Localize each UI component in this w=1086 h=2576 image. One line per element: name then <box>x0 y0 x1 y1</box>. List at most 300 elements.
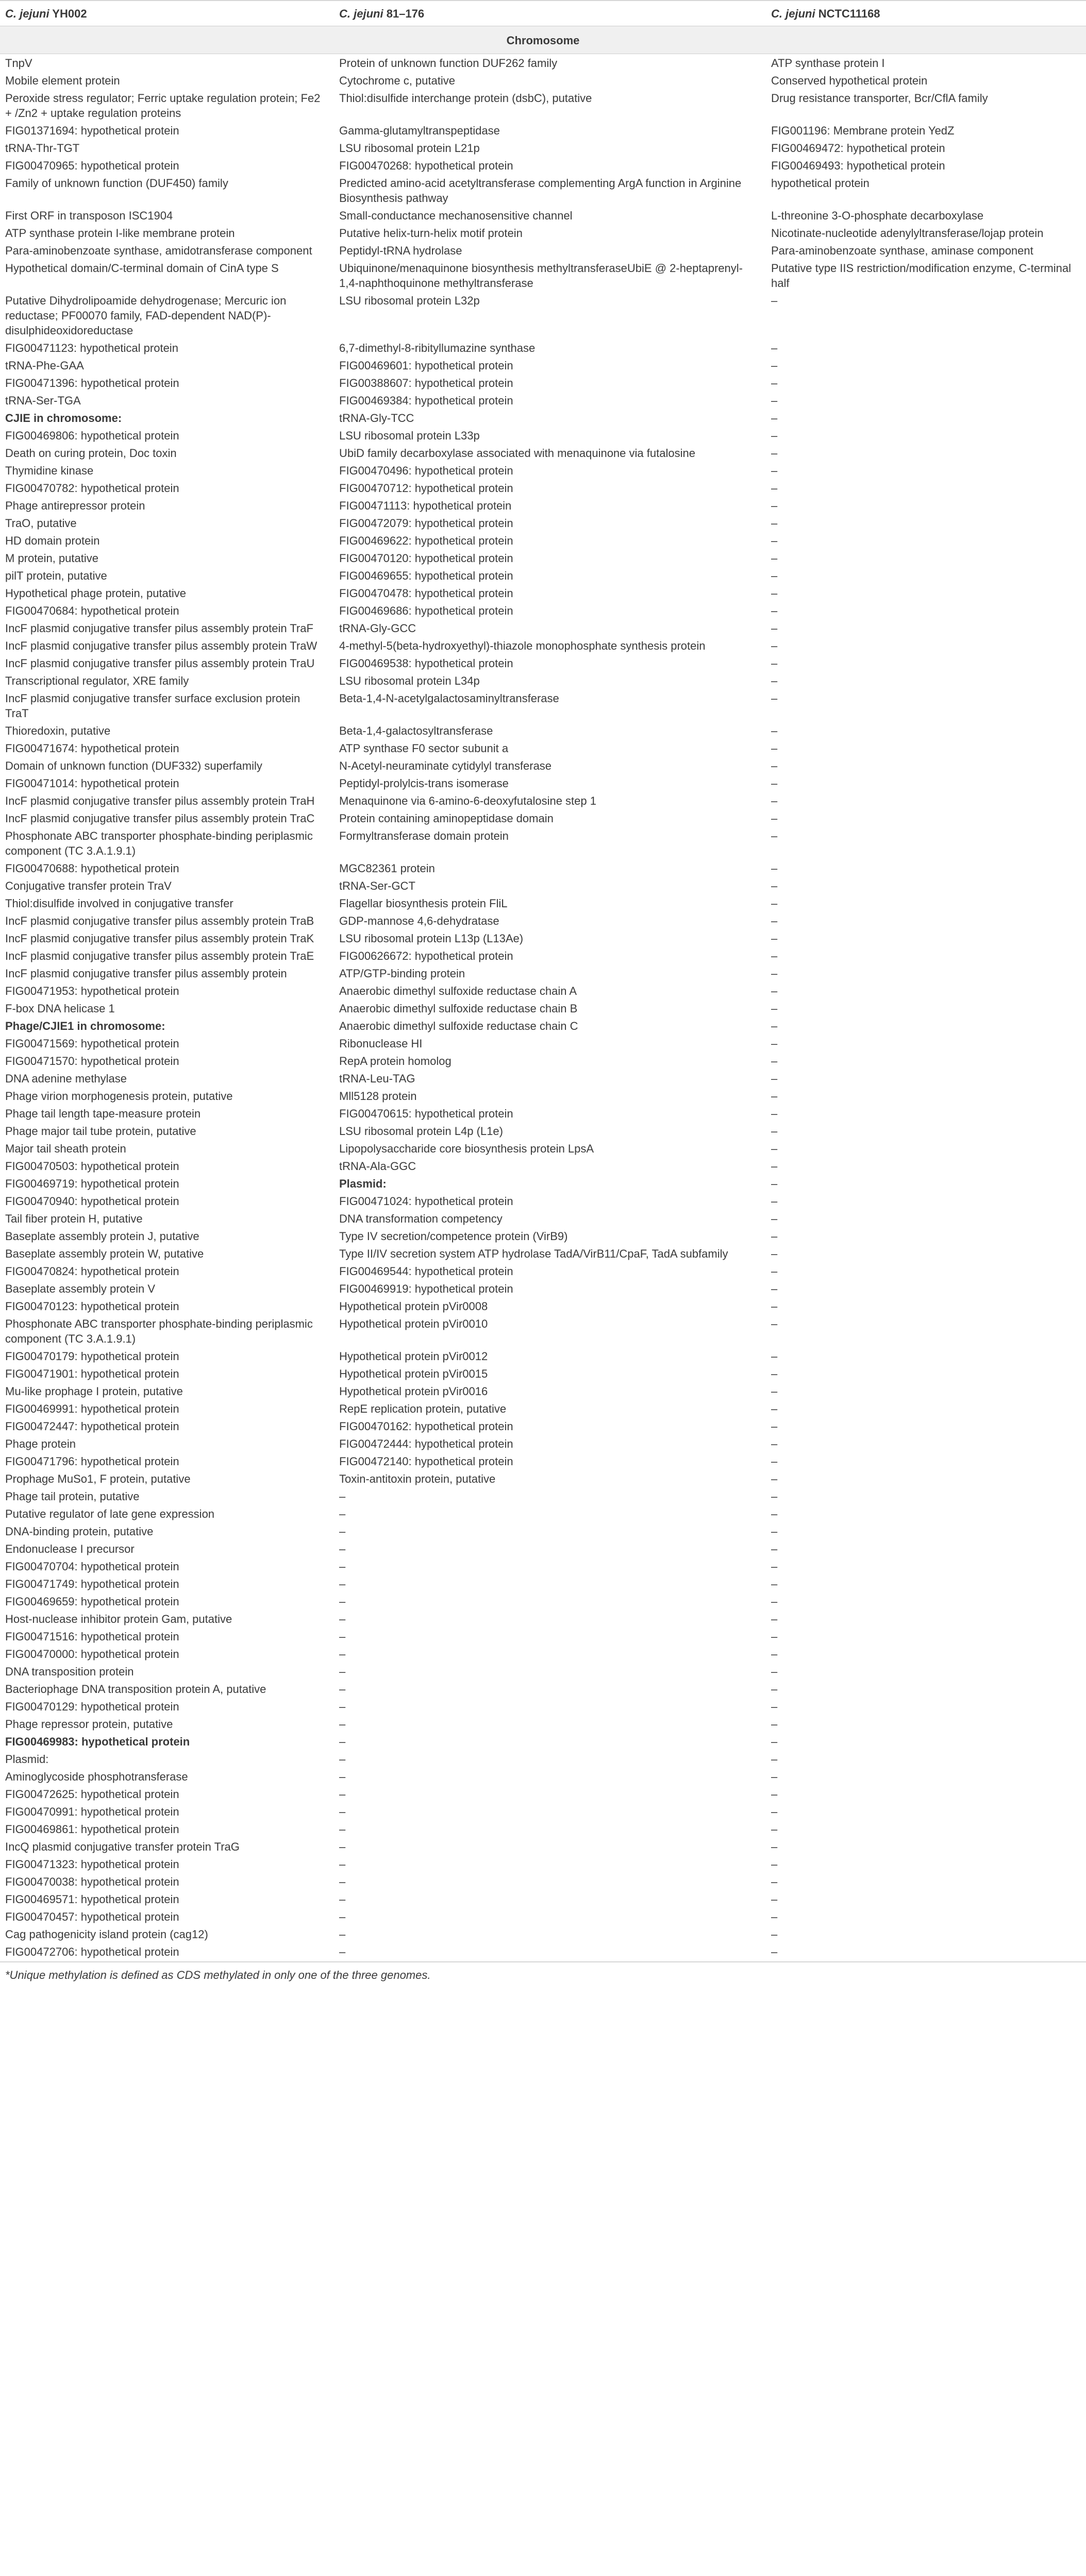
cell-nctc11168: – <box>771 967 778 980</box>
cell-nctc11168: – <box>771 674 778 687</box>
cell-nctc11168: – <box>771 1265 778 1278</box>
cell-yh002: FIG00470129: hypothetical protein <box>5 1700 179 1713</box>
cell-nctc11168: – <box>771 1507 778 1520</box>
cell-81-176: tRNA-Gly-GCC <box>339 622 416 635</box>
table-row <box>0 1925 1086 1943</box>
cell-nctc11168: Drug resistance transporter, Bcr/CflA family <box>771 92 988 105</box>
table-row <box>0 1663 1086 1680</box>
table-row <box>0 514 1086 532</box>
strain-name: 81–176 <box>386 7 425 20</box>
cell-yh002: Phosphonate ABC transporter phosphate-binding periplasmic component (TC 3.A.1.9.1) <box>5 1317 313 1345</box>
cell-yh002: IncF plasmid conjugative transfer pilus assembly protein <box>5 967 287 980</box>
cell-yh002: FIG00470503: hypothetical protein <box>5 1160 179 1173</box>
table-row <box>0 1750 1086 1768</box>
cell-yh002: FIG00469719: hypothetical protein <box>5 1177 179 1190</box>
cell-81-176: Mll5128 protein <box>339 1090 417 1103</box>
cell-yh002: tRNA-Phe-GAA <box>5 359 84 372</box>
cell-81-176: Protein of unknown function DUF262 family <box>339 57 558 70</box>
table-row <box>0 1522 1086 1540</box>
table-row <box>0 1487 1086 1505</box>
cell-81-176: – <box>339 1665 346 1678</box>
cell-nctc11168: – <box>771 1788 778 1801</box>
table-row <box>0 1087 1086 1105</box>
cell-nctc11168: – <box>771 897 778 910</box>
cell-81-176: FIG00470120: hypothetical protein <box>339 552 513 565</box>
cell-nctc11168: – <box>771 692 778 705</box>
cell-yh002: Endonuclease I precursor <box>5 1543 135 1555</box>
cell-yh002: IncF plasmid conjugative transfer pilus assembly protein TraW <box>5 639 318 652</box>
cell-yh002: Death on curing protein, Doc toxin <box>5 447 177 460</box>
cell-yh002: CJIE in chromosome: <box>5 412 122 425</box>
cell-nctc11168: – <box>771 342 778 354</box>
cell-yh002: FIG00471901: hypothetical protein <box>5 1367 179 1380</box>
cell-81-176: – <box>339 1805 346 1818</box>
cell-81-176: Predicted amino-acid acetyltransferase complementing ArgA function in Arginine Biosynthesis pathway <box>339 177 742 205</box>
cell-yh002: FIG00472625: hypothetical protein <box>5 1788 179 1801</box>
cell-81-176: FIG00469686: hypothetical protein <box>339 604 513 617</box>
table-row <box>0 1435 1086 1452</box>
cell-yh002: FIG00471674: hypothetical protein <box>5 742 179 755</box>
cell-nctc11168: – <box>771 517 778 530</box>
cell-nctc11168: – <box>771 534 778 547</box>
table-row <box>0 1733 1086 1750</box>
cell-yh002: FIG00470179: hypothetical protein <box>5 1350 179 1363</box>
cell-81-176: Lipopolysaccharide core biosynthesis protein LpsA <box>339 1142 594 1155</box>
table-row <box>0 1365 1086 1382</box>
cell-yh002: F-box DNA helicase 1 <box>5 1002 115 1015</box>
cell-81-176: – <box>339 1735 346 1748</box>
cell-yh002: FIG00469861: hypothetical protein <box>5 1823 179 1836</box>
cell-yh002: pilT protein, putative <box>5 569 107 582</box>
table-row <box>0 259 1086 292</box>
cell-nctc11168: – <box>771 1578 778 1590</box>
cell-yh002: Mu-like prophage I protein, putative <box>5 1385 183 1398</box>
table-row <box>0 427 1086 444</box>
cell-yh002: Mobile element protein <box>5 74 120 87</box>
table-row <box>0 877 1086 894</box>
cell-nctc11168: – <box>771 1002 778 1015</box>
cell-yh002: FIG00471796: hypothetical protein <box>5 1455 179 1468</box>
cell-nctc11168: – <box>771 1770 778 1783</box>
cell-yh002: Baseplate assembly protein J, putative <box>5 1230 199 1243</box>
table-row <box>0 722 1086 739</box>
strain-name: NCTC11168 <box>818 7 880 20</box>
table-row <box>0 1592 1086 1610</box>
table-row <box>0 689 1086 722</box>
cell-nctc11168: – <box>771 1037 778 1050</box>
cell-nctc11168: – <box>771 862 778 875</box>
cell-nctc11168: – <box>771 1142 778 1155</box>
cell-yh002: FIG00472706: hypothetical protein <box>0 1943 335 1962</box>
cell-81-176: FIG00470712: hypothetical protein <box>339 482 513 495</box>
table-row <box>0 1315 1086 1347</box>
cell-yh002: Hypothetical domain/C-terminal domain of CinA type S <box>5 262 279 275</box>
cell-nctc11168: – <box>771 587 778 600</box>
cell-nctc11168: – <box>771 1055 778 1067</box>
cell-81-176: Beta-1,4-N-acetylgalactosaminyltransferase <box>339 692 559 705</box>
cell-nctc11168: – <box>771 377 778 389</box>
cell-81-176: Hypothetical protein pVir0015 <box>339 1367 488 1380</box>
cell-81-176: tRNA-Ala-GGC <box>339 1160 416 1173</box>
cell-nctc11168: – <box>771 1317 778 1330</box>
table-row <box>0 1680 1086 1698</box>
cell-81-176: UbiD family decarboxylase associated with menaquinone via futalosine <box>339 447 695 460</box>
table-row <box>0 1347 1086 1365</box>
cell-nctc11168: – <box>771 1195 778 1208</box>
table-row <box>0 339 1086 357</box>
cell-81-176: N-Acetyl-neuraminate cytidylyl transferase <box>339 759 552 772</box>
cell-nctc11168: – <box>771 879 778 892</box>
cell-nctc11168: – <box>771 1805 778 1818</box>
cell-nctc11168: – <box>771 1300 778 1313</box>
cell-81-176: ATP synthase F0 sector subunit a <box>339 742 509 755</box>
table-row <box>0 1400 1086 1417</box>
cell-yh002: Aminoglycoside phosphotransferase <box>5 1770 188 1783</box>
table-row <box>0 1175 1086 1192</box>
cell-yh002: IncF plasmid conjugative transfer pilus assembly protein TraB <box>5 914 314 927</box>
cell-yh002: Phosphonate ABC transporter phosphate-binding periplasmic component (TC 3.A.1.9.1) <box>5 829 313 857</box>
table-row <box>0 1698 1086 1715</box>
cell-81-176: Peptidyl-tRNA hydrolase <box>339 244 462 257</box>
cell-nctc11168: – <box>767 1943 1086 1962</box>
table-row <box>0 532 1086 549</box>
cell-nctc11168: – <box>771 394 778 407</box>
cell-81-176: – <box>339 1507 346 1520</box>
table-row <box>0 619 1086 637</box>
table-row <box>0 602 1086 619</box>
cell-yh002: Major tail sheath protein <box>5 1142 126 1155</box>
table-row <box>0 1855 1086 1873</box>
cell-yh002: DNA adenine methylase <box>5 1072 127 1085</box>
cell-81-176: Thiol:disulfide interchange protein (dsbC), putative <box>339 92 592 105</box>
cell-yh002: Prophage MuSo1, F protein, putative <box>5 1472 191 1485</box>
cell-81-176: LSU ribosomal protein L34p <box>339 674 480 687</box>
cell-nctc11168: – <box>771 724 778 737</box>
cell-yh002: FIG00470782: hypothetical protein <box>5 482 179 495</box>
table-row <box>0 409 1086 427</box>
table-row <box>0 1140 1086 1157</box>
cell-81-176: FIG00472140: hypothetical protein <box>339 1455 513 1468</box>
cell-yh002: IncF plasmid conjugative transfer pilus assembly protein TraK <box>5 932 314 945</box>
cell-nctc11168: – <box>771 1472 778 1485</box>
cell-nctc11168: – <box>771 1893 778 1906</box>
table-row <box>0 637 1086 654</box>
cell-81-176: – <box>339 1770 346 1783</box>
cell-nctc11168: – <box>771 1718 778 1731</box>
cell-nctc11168: – <box>771 1090 778 1103</box>
cell-nctc11168: – <box>771 1455 778 1468</box>
cell-yh002: FIG00472447: hypothetical protein <box>5 1420 179 1433</box>
cell-81-176: LSU ribosomal protein L4p (L1e) <box>339 1125 503 1138</box>
cell-81-176: FIG00470615: hypothetical protein <box>339 1107 513 1120</box>
cell-yh002: Tail fiber protein H, putative <box>5 1212 143 1225</box>
table-row <box>0 1908 1086 1925</box>
cell-yh002: Hypothetical phage protein, putative <box>5 587 187 600</box>
table-row <box>0 1017 1086 1035</box>
cell-yh002: Phage/CJIE1 in chromosome: <box>5 1020 165 1032</box>
cell-81-176: Toxin-antitoxin protein, putative <box>339 1472 496 1485</box>
cell-nctc11168: FIG001196: Membrane protein YedZ <box>771 124 955 137</box>
cell-nctc11168: – <box>771 950 778 962</box>
cell-yh002: IncF plasmid conjugative transfer pilus assembly protein TraC <box>5 812 315 825</box>
cell-yh002: FIG00471123: hypothetical protein <box>5 342 178 354</box>
cell-nctc11168: – <box>771 447 778 460</box>
cell-81-176: LSU ribosomal protein L32p <box>339 294 480 307</box>
table-row <box>0 929 1086 947</box>
header-row <box>0 1 1086 26</box>
cell-81-176: FIG00469538: hypothetical protein <box>339 657 513 670</box>
cell-81-176: Beta-1,4-galactosyltransferase <box>339 724 493 737</box>
cell-81-176: – <box>339 1753 346 1766</box>
table-row <box>0 89 1086 122</box>
cell-81-176: Flagellar biosynthesis protein FliL <box>339 897 508 910</box>
cell-yh002: IncF plasmid conjugative transfer pilus assembly protein TraE <box>5 950 314 962</box>
cell-yh002: FIG00469659: hypothetical protein <box>5 1595 179 1608</box>
cell-nctc11168: – <box>771 794 778 807</box>
cell-81-176: LSU ribosomal protein L13p (L13Ae) <box>339 932 524 945</box>
table-row <box>0 1297 1086 1315</box>
cell-nctc11168: – <box>771 1543 778 1555</box>
table-row <box>0 809 1086 827</box>
cell-nctc11168: – <box>771 1282 778 1295</box>
cell-yh002: FIG00470123: hypothetical protein <box>5 1300 179 1313</box>
table-row <box>0 859 1086 877</box>
cell-nctc11168: Para-aminobenzoate synthase, aminase component <box>771 244 1033 257</box>
table-row <box>0 672 1086 689</box>
table-row <box>0 774 1086 792</box>
cell-nctc11168: – <box>771 1125 778 1138</box>
cell-yh002: FIG00470965: hypothetical protein <box>5 159 179 172</box>
cell-nctc11168: – <box>771 499 778 512</box>
cell-yh002: FIG00471323: hypothetical protein <box>5 1858 179 1871</box>
cell-nctc11168: – <box>771 359 778 372</box>
table-row <box>0 357 1086 374</box>
cell-yh002: IncQ plasmid conjugative transfer protein TraG <box>5 1840 240 1853</box>
cell-nctc11168: – <box>771 1350 778 1363</box>
cell-yh002: tRNA-Thr-TGT <box>5 142 80 155</box>
cell-81-176: Anaerobic dimethyl sulfoxide reductase chain C <box>339 1020 578 1032</box>
cell-yh002: DNA transposition protein <box>5 1665 134 1678</box>
cell-nctc11168: – <box>771 639 778 652</box>
cell-nctc11168: Putative type IIS restriction/modification enzyme, C-terminal half <box>771 262 1072 290</box>
cell-yh002: Putative regulator of late gene expression <box>5 1507 215 1520</box>
cell-nctc11168: – <box>771 1230 778 1243</box>
table-row <box>0 1645 1086 1663</box>
cell-yh002: IncF plasmid conjugative transfer pilus assembly protein TraF <box>5 622 313 635</box>
cell-81-176: tRNA-Leu-TAG <box>339 1072 415 1085</box>
cell-nctc11168: – <box>771 1177 778 1190</box>
cell-81-176: FIG00470162: hypothetical protein <box>339 1420 513 1433</box>
cell-81-176: – <box>339 1613 346 1625</box>
species-name: C. jejuni <box>5 7 49 20</box>
table-row <box>0 894 1086 912</box>
cell-81-176: 4-methyl-5(beta-hydroxyethyl)-thiazole monophosphate synthesis protein <box>339 639 706 652</box>
cell-nctc11168: – <box>771 1490 778 1503</box>
cell-yh002: ATP synthase protein I-like membrane protein <box>5 227 235 240</box>
table-row <box>0 1070 1086 1087</box>
cell-yh002: Phage repressor protein, putative <box>5 1718 173 1731</box>
cell-nctc11168: – <box>771 829 778 842</box>
cell-nctc11168: – <box>771 914 778 927</box>
cell-nctc11168: – <box>771 412 778 425</box>
table-row <box>0 1890 1086 1908</box>
cell-nctc11168: FIG00469493: hypothetical protein <box>771 159 945 172</box>
cell-81-176: FIG00469655: hypothetical protein <box>339 569 513 582</box>
cell-81-176: Hypothetical protein pVir0012 <box>339 1350 488 1363</box>
table-row <box>0 54 1086 72</box>
cell-yh002: Putative Dihydrolipoamide dehydrogenase; Mercuric ion reductase; PF00070 family, FAD-dependent NAD(P)-disulphideoxidoreductase <box>5 294 287 337</box>
cell-nctc11168: hypothetical protein <box>771 177 870 190</box>
column-header-81-176 <box>335 1 767 26</box>
cell-81-176: Gamma-glutamyltranspeptidase <box>339 124 500 137</box>
cell-nctc11168: – <box>771 1858 778 1871</box>
cell-81-176: – <box>339 1490 346 1503</box>
cell-nctc11168: – <box>771 1402 778 1415</box>
cell-nctc11168: – <box>771 569 778 582</box>
cell-nctc11168: Nicotinate-nucleotide adenylyltransferase/lojap protein <box>771 227 1044 240</box>
cell-81-176: FIG00388607: hypothetical protein <box>339 377 513 389</box>
cell-81-176: Ubiquinone/menaquinone biosynthesis methyltransferaseUbiE @ 2-heptaprenyl-1,4-naphthoquinone methyltransferase <box>339 262 743 290</box>
column-header-yh002 <box>0 1 335 26</box>
table-row <box>0 827 1086 859</box>
cell-81-176: LSU ribosomal protein L21p <box>339 142 480 155</box>
cell-yh002: Family of unknown function (DUF450) family <box>5 177 228 190</box>
cell-nctc11168: – <box>771 1700 778 1713</box>
cell-yh002: FIG00471749: hypothetical protein <box>5 1578 179 1590</box>
cell-81-176: 6,7-dimethyl-8-ribityllumazine synthase <box>339 342 536 354</box>
table-row <box>0 584 1086 602</box>
section-row <box>0 26 1086 54</box>
cell-81-176: – <box>339 1858 346 1871</box>
footnote: *Unique methylation is defined as CDS methylated in only one of the three genomes. <box>5 1969 431 1981</box>
cell-yh002: Plasmid: <box>5 1753 49 1766</box>
cell-81-176: Cytochrome c, putative <box>339 74 455 87</box>
cell-nctc11168: – <box>771 1910 778 1923</box>
cell-yh002: Phage tail length tape-measure protein <box>5 1107 201 1120</box>
cell-yh002: Cag pathogenicity island protein (cag12) <box>5 1928 208 1941</box>
table-row <box>0 947 1086 964</box>
cell-81-176: FIG00472079: hypothetical protein <box>339 517 513 530</box>
cell-nctc11168: – <box>771 464 778 477</box>
table-row <box>0 792 1086 809</box>
cell-yh002: Baseplate assembly protein W, putative <box>5 1247 204 1260</box>
table-row <box>0 1873 1086 1890</box>
cell-nctc11168: – <box>771 1367 778 1380</box>
cell-yh002: Phage antirepressor protein <box>5 499 145 512</box>
table-row <box>0 549 1086 567</box>
table-row <box>0 1610 1086 1628</box>
cell-nctc11168: – <box>771 1560 778 1573</box>
species-name: C. jejuni <box>339 7 383 20</box>
cell-nctc11168: – <box>771 777 778 790</box>
cell-81-176: tRNA-Gly-TCC <box>339 412 414 425</box>
cell-nctc11168: Conserved hypothetical protein <box>771 74 928 87</box>
cell-nctc11168: – <box>771 429 778 442</box>
table-row <box>0 982 1086 999</box>
cell-yh002: FIG00471516: hypothetical protein <box>5 1630 179 1643</box>
cell-nctc11168: – <box>771 622 778 635</box>
cell-yh002: FIG00471569: hypothetical protein <box>5 1037 179 1050</box>
cell-81-176: – <box>339 1910 346 1923</box>
cell-nctc11168: – <box>771 985 778 997</box>
table-row <box>0 1245 1086 1262</box>
cell-81-176: FIG00470268: hypothetical protein <box>339 159 513 172</box>
table-row <box>0 174 1086 207</box>
cell-nctc11168: – <box>771 1613 778 1625</box>
table-row <box>0 1227 1086 1245</box>
cell-81-176: FIG00470496: hypothetical protein <box>339 464 513 477</box>
table-row <box>0 1192 1086 1210</box>
table-row <box>0 1452 1086 1470</box>
cell-81-176: FIG00471024: hypothetical protein <box>339 1195 513 1208</box>
table-row <box>0 1557 1086 1575</box>
table-row <box>0 1785 1086 1803</box>
cell-81-176: – <box>339 1578 346 1590</box>
cell-yh002: IncF plasmid conjugative transfer surface exclusion protein TraT <box>5 692 300 720</box>
cell-81-176: FIG00471113: hypothetical protein <box>339 499 512 512</box>
cell-nctc11168: – <box>771 932 778 945</box>
table-row <box>0 207 1086 224</box>
cell-81-176: – <box>339 1648 346 1660</box>
cell-81-176: Protein containing aminopeptidase domain <box>339 812 554 825</box>
cell-yh002: FIG00469571: hypothetical protein <box>5 1893 179 1906</box>
cell-yh002: FIG00469806: hypothetical protein <box>5 429 179 442</box>
table-row <box>0 1210 1086 1227</box>
cell-81-176: FIG00470478: hypothetical protein <box>339 587 513 600</box>
cell-nctc11168: – <box>771 1247 778 1260</box>
cell-nctc11168: – <box>771 1753 778 1766</box>
cell-81-176: FIG00472444: hypothetical protein <box>339 1437 513 1450</box>
table-row <box>0 654 1086 672</box>
cell-81-176: FIG00626672: hypothetical protein <box>339 950 513 962</box>
table-row <box>0 1838 1086 1855</box>
cell-81-176: DNA transformation competency <box>339 1212 503 1225</box>
table-row <box>0 224 1086 242</box>
table-row <box>0 1280 1086 1297</box>
table-row <box>0 479 1086 497</box>
cell-nctc11168: – <box>771 812 778 825</box>
cell-nctc11168: – <box>771 1928 778 1941</box>
table-row <box>0 1382 1086 1400</box>
cell-81-176: – <box>339 1630 346 1643</box>
cell-yh002: tRNA-Ser-TGA <box>5 394 81 407</box>
cell-yh002: Conjugative transfer protein TraV <box>5 879 172 892</box>
cell-yh002: Transcriptional regulator, XRE family <box>5 674 189 687</box>
cell-81-176: – <box>339 1840 346 1853</box>
cell-nctc11168: – <box>771 1385 778 1398</box>
cell-nctc11168: – <box>771 1595 778 1608</box>
cell-yh002: First ORF in transposon ISC1904 <box>5 209 173 222</box>
cell-81-176: Hypothetical protein pVir0016 <box>339 1385 488 1398</box>
cell-81-176: Ribonuclease HI <box>339 1037 423 1050</box>
cell-yh002: TnpV <box>5 57 32 70</box>
cell-nctc11168: – <box>771 759 778 772</box>
table-row <box>0 739 1086 757</box>
cell-yh002: M protein, putative <box>5 552 98 565</box>
cell-yh002: Phage protein <box>5 1437 76 1450</box>
cell-nctc11168: – <box>771 1875 778 1888</box>
cell-81-176: Menaquinone via 6-amino-6-deoxyfutalosine step 1 <box>339 794 596 807</box>
cell-yh002: FIG00470457: hypothetical protein <box>5 1910 179 1923</box>
cell-nctc11168: – <box>771 1212 778 1225</box>
cell-81-176: LSU ribosomal protein L33p <box>339 429 480 442</box>
cell-nctc11168: – <box>771 1630 778 1643</box>
cell-81-176: Peptidyl-prolylcis-trans isomerase <box>339 777 509 790</box>
cell-yh002: FIG01371694: hypothetical protein <box>5 124 179 137</box>
cell-nctc11168: FIG00469472: hypothetical protein <box>771 142 945 155</box>
cell-81-176: – <box>339 1560 346 1573</box>
table-row <box>0 157 1086 174</box>
